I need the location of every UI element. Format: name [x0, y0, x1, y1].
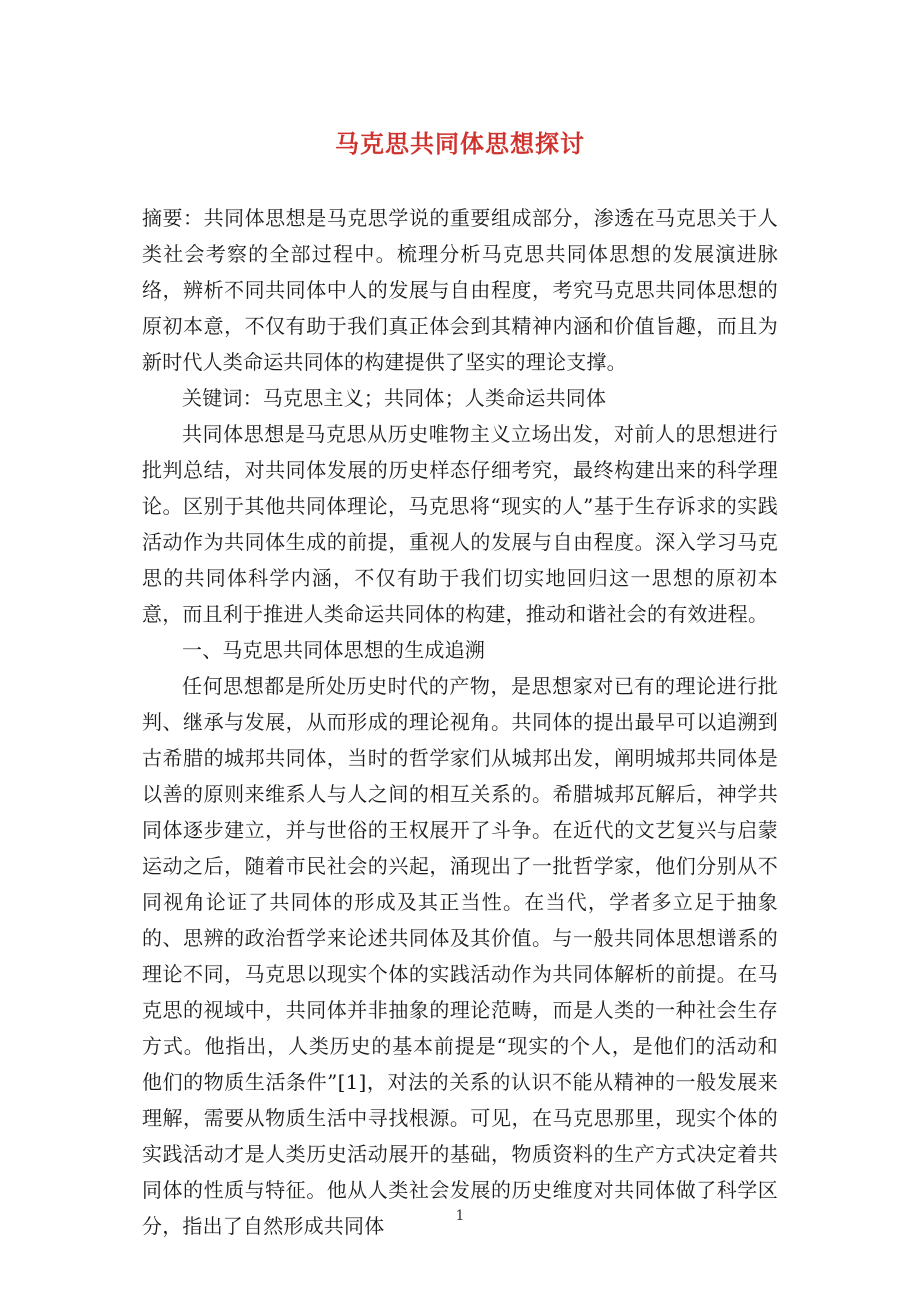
keywords-paragraph: 关键词：马克思主义；共同体；人类命运共同体	[182, 386, 607, 410]
page-number: 1	[455, 1208, 465, 1224]
section-heading: 一、马克思共同体思想的生成追溯	[182, 638, 485, 662]
section-paragraph: 任何思想都是所处历史时代的产物，是思想家对已有的理论进行批判、继承与发展，从而形成的理论视角。共同体的提出最早可以追溯到古希腊的城邦共同体，当时的哲学家们从城邦出发，阐明城邦共同体是以善的原则来维系人与人之间的相互关系的。希腊城邦瓦解后，神学共同体逐步建立，并与世俗的王权展开了斗争。在近代的文艺复兴与启蒙运动之后，随着市民社会的兴起，涌现出了一批哲学家，他们分别从不同视角论证了共同体的形成及其正当性。在当代，学者多立足于抽象的、思辨的政治哲学来论述共同体及其价值。与一般共同体思想谱系的理论不同，马克思以现实个体的实践活动作为共同体解析的前提。在马克思的视域中，共同体并非抽象的理论范畴，而是人类的一种社会生存方式。他指出，人类历史的基本前提是“现实的个人，是他们的活动和他们的物质生活条件”[1]，对法的关系的认识不能从精神的一般发展来理解，需要从物质生活中寻找根源。可见，在马克思那里，现实个体的实践活动才是人类历史活动展开的基础，物质资料的生产方式决定着共同体的性质与特征。他从人类社会发展的历史维度对共同体做了科学区分，指出了自然形成共同体	[142, 674, 778, 1238]
document-title: 马克思共同体思想探讨	[335, 130, 585, 158]
abstract-paragraph: 摘要：共同体思想是马克思学说的重要组成部分，渗透在马克思关于人类社会考察的全部过程中。梳理分析马克思共同体思想的发展演进脉络，辨析不同共同体中人的发展与自由程度，考究马克思共同体思想的原初本意，不仅有助于我们真正体会到其精神内涵和价值旨趣，而且为新时代人类命运共同体的构建提供了坚实的理论支撑。	[142, 206, 778, 374]
intro-paragraph: 共同体思想是马克思从历史唯物主义立场出发，对前人的思想进行批判总结，对共同体发展的历史样态仔细考究，最终构建出来的科学理论。区别于其他共同体理论，马克思将“现实的人”基于生存诉求的实践活动作为共同体生成的前提，重视人的发展与自由程度。深入学习马克思的共同体科学内涵，不仅有助于我们切实地回归这一思想的原初本意，而且利于推进人类命运共同体的构建，推动和谐社会的有效进程。	[142, 422, 778, 626]
document-body	[142, 200, 778, 1244]
